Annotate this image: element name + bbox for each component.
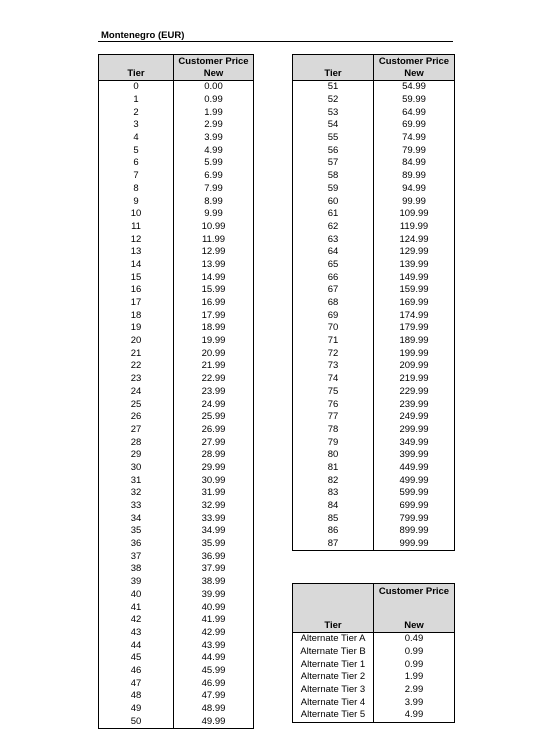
- price-cell: 8.99: [174, 195, 254, 208]
- table-row: [293, 322, 455, 335]
- tier-cell: Alternate Tier B: [293, 646, 374, 659]
- tier-cell: 33: [99, 500, 174, 513]
- price-cell: 64.99: [374, 106, 455, 119]
- table-row: [293, 271, 455, 284]
- table-row: [99, 144, 254, 157]
- price-cell: 999.99: [374, 538, 455, 551]
- table-row: [99, 132, 254, 145]
- table-row: [99, 106, 254, 119]
- price-cell: 5.99: [174, 157, 254, 170]
- price-cell: 44.99: [174, 652, 254, 665]
- tier-cell: 69: [293, 309, 374, 322]
- table-row: [293, 309, 455, 322]
- price-cell: 0.99: [374, 658, 455, 671]
- tier-cell: 70: [293, 322, 374, 335]
- table-row: [99, 233, 254, 246]
- price-cell: 3.99: [174, 132, 254, 145]
- tier-cell: 42: [99, 614, 174, 627]
- price-cell: 229.99: [374, 386, 455, 399]
- tier-cell: 21: [99, 347, 174, 360]
- table-row: [293, 487, 455, 500]
- table-row: [293, 183, 455, 196]
- table-row: [293, 94, 455, 107]
- tier-cell: 3: [99, 119, 174, 132]
- price-cell: 399.99: [374, 449, 455, 462]
- price-cell: 16.99: [174, 297, 254, 310]
- price-cell: 74.99: [374, 132, 455, 145]
- tier-cell: 30: [99, 462, 174, 475]
- price-cell: 17.99: [174, 309, 254, 322]
- table-row: [99, 652, 254, 665]
- price-cell: 179.99: [374, 322, 455, 335]
- tier-cell: 87: [293, 538, 374, 551]
- price-cell: 9.99: [174, 208, 254, 221]
- tier-cell: 32: [99, 487, 174, 500]
- tier-cell: 84: [293, 500, 374, 513]
- tier-cell: 41: [99, 601, 174, 614]
- price-cell: 199.99: [374, 347, 455, 360]
- table-row: [293, 671, 455, 684]
- price-cell: 349.99: [374, 436, 455, 449]
- tier-cell: 36: [99, 538, 174, 551]
- tier-cell: 14: [99, 259, 174, 272]
- tier-cell: 43: [99, 627, 174, 640]
- table-row: [99, 601, 254, 614]
- title-underline: [98, 41, 453, 42]
- table-row: [293, 373, 455, 386]
- table-row: [293, 709, 455, 722]
- tier-cell: 9: [99, 195, 174, 208]
- table-row: [293, 633, 455, 646]
- price-cell: 48.99: [174, 703, 254, 716]
- price-cell: 1.99: [374, 671, 455, 684]
- tier-cell: 28: [99, 436, 174, 449]
- price-cell: 6.99: [174, 170, 254, 183]
- tier-cell: 56: [293, 144, 374, 157]
- price-cell: 599.99: [374, 487, 455, 500]
- price-cell: 0.99: [374, 646, 455, 659]
- price-cell: 24.99: [174, 398, 254, 411]
- tier-cell: 34: [99, 512, 174, 525]
- price-cell: 2.99: [374, 684, 455, 697]
- price-cell: 28.99: [174, 449, 254, 462]
- table-row: [293, 411, 455, 424]
- tier-cell: Alternate Tier 3: [293, 684, 374, 697]
- table-row: [99, 576, 254, 589]
- tier-cell: 2: [99, 106, 174, 119]
- table-row: [99, 271, 254, 284]
- price-cell: 0.49: [374, 633, 455, 646]
- table-row: [99, 424, 254, 437]
- table-row: [99, 246, 254, 259]
- price-cell: 31.99: [174, 487, 254, 500]
- tier-cell: 15: [99, 271, 174, 284]
- table-row: [99, 703, 254, 716]
- table-row: [99, 259, 254, 272]
- price-cell: 20.99: [174, 347, 254, 360]
- price-cell: 13.99: [174, 259, 254, 272]
- table-row: [293, 335, 455, 348]
- tier-cell: 63: [293, 233, 374, 246]
- tier-cell: 66: [293, 271, 374, 284]
- tier-cell: 29: [99, 449, 174, 462]
- price-cell: 18.99: [174, 322, 254, 335]
- price-cell: 79.99: [374, 144, 455, 157]
- table-row: [99, 221, 254, 234]
- price-tier-table-left: [98, 54, 254, 729]
- table-row: [293, 157, 455, 170]
- table-row: [99, 208, 254, 221]
- tier-cell: 71: [293, 335, 374, 348]
- table-row: [99, 462, 254, 475]
- table-row: [99, 449, 254, 462]
- table-row: [99, 474, 254, 487]
- table-row: [293, 360, 455, 373]
- table-row: [293, 500, 455, 513]
- table-row: [99, 81, 254, 94]
- price-cell: 3.99: [374, 696, 455, 709]
- price-cell: 11.99: [174, 233, 254, 246]
- tier-cell: 85: [293, 512, 374, 525]
- price-cell: 139.99: [374, 259, 455, 272]
- page-title: Montenegro (EUR): [101, 30, 185, 41]
- table-row: [293, 119, 455, 132]
- tier-cell: 24: [99, 386, 174, 399]
- tier-column-header: Tier: [99, 55, 174, 81]
- table-row: [293, 646, 455, 659]
- table-row: [293, 512, 455, 525]
- tier-cell: 78: [293, 424, 374, 437]
- customer-price-column-header: Customer Price New: [174, 55, 254, 81]
- table-row: [293, 525, 455, 538]
- table-row: [99, 639, 254, 652]
- price-cell: 27.99: [174, 436, 254, 449]
- tier-cell: 80: [293, 449, 374, 462]
- table-row: [293, 195, 455, 208]
- price-cell: 30.99: [174, 474, 254, 487]
- price-cell: 36.99: [174, 550, 254, 563]
- price-cell: 189.99: [374, 335, 455, 348]
- tier-cell: 58: [293, 170, 374, 183]
- table-row: [99, 538, 254, 551]
- tier-column-header: Tier: [293, 584, 374, 633]
- tier-cell: 68: [293, 297, 374, 310]
- table-row: [99, 677, 254, 690]
- tier-cell: 54: [293, 119, 374, 132]
- table-row: [99, 411, 254, 424]
- price-cell: 19.99: [174, 335, 254, 348]
- table-row: [99, 297, 254, 310]
- price-cell: 159.99: [374, 284, 455, 297]
- tier-cell: 10: [99, 208, 174, 221]
- table-row: [293, 449, 455, 462]
- tier-cell: 77: [293, 411, 374, 424]
- price-cell: 799.99: [374, 512, 455, 525]
- tier-cell: 44: [99, 639, 174, 652]
- tier-cell: Alternate Tier 1: [293, 658, 374, 671]
- price-cell: 22.99: [174, 373, 254, 386]
- price-cell: 109.99: [374, 208, 455, 221]
- tier-cell: Alternate Tier 2: [293, 671, 374, 684]
- tier-cell: 26: [99, 411, 174, 424]
- price-cell: 29.99: [174, 462, 254, 475]
- price-cell: 32.99: [174, 500, 254, 513]
- price-cell: 26.99: [174, 424, 254, 437]
- table-row: [293, 284, 455, 297]
- table-row: [293, 106, 455, 119]
- tier-cell: 81: [293, 462, 374, 475]
- table-row: [99, 183, 254, 196]
- table-row: [293, 658, 455, 671]
- price-cell: 149.99: [374, 271, 455, 284]
- tier-cell: 19: [99, 322, 174, 335]
- tier-cell: 62: [293, 221, 374, 234]
- tier-cell: 8: [99, 183, 174, 196]
- table-row: [293, 81, 455, 94]
- table-row: [293, 398, 455, 411]
- table-row: [293, 132, 455, 145]
- price-tier-table-right: [292, 54, 455, 551]
- table-row: [293, 436, 455, 449]
- tier-cell: 55: [293, 132, 374, 145]
- tier-cell: 37: [99, 550, 174, 563]
- tier-cell: 47: [99, 677, 174, 690]
- tier-cell: 67: [293, 284, 374, 297]
- price-cell: 0.00: [174, 81, 254, 94]
- price-cell: 169.99: [374, 297, 455, 310]
- price-cell: 124.99: [374, 233, 455, 246]
- price-cell: 249.99: [374, 411, 455, 424]
- table-row: [99, 614, 254, 627]
- table-row: [99, 373, 254, 386]
- table-row: [99, 627, 254, 640]
- tier-cell: 45: [99, 652, 174, 665]
- tier-cell: 16: [99, 284, 174, 297]
- price-cell: 23.99: [174, 386, 254, 399]
- price-cell: 209.99: [374, 360, 455, 373]
- price-cell: 99.99: [374, 195, 455, 208]
- table-row: [293, 208, 455, 221]
- tier-cell: 23: [99, 373, 174, 386]
- table-row: [293, 144, 455, 157]
- tier-cell: 5: [99, 144, 174, 157]
- tier-cell: Alternate Tier A: [293, 633, 374, 646]
- tier-cell: Alternate Tier 4: [293, 696, 374, 709]
- table-row: [293, 347, 455, 360]
- price-cell: 0.99: [174, 94, 254, 107]
- tier-cell: 86: [293, 525, 374, 538]
- price-cell: 43.99: [174, 639, 254, 652]
- price-cell: 59.99: [374, 94, 455, 107]
- tier-cell: 17: [99, 297, 174, 310]
- tier-cell: 4: [99, 132, 174, 145]
- price-cell: 21.99: [174, 360, 254, 373]
- table-row: [293, 386, 455, 399]
- price-cell: 89.99: [374, 170, 455, 183]
- tier-cell: 83: [293, 487, 374, 500]
- tier-cell: 48: [99, 690, 174, 703]
- tier-cell: 13: [99, 246, 174, 259]
- price-cell: 10.99: [174, 221, 254, 234]
- tier-cell: 49: [99, 703, 174, 716]
- price-cell: 69.99: [374, 119, 455, 132]
- price-cell: 40.99: [174, 601, 254, 614]
- customer-price-column-header: Customer Price New: [374, 584, 455, 633]
- price-cell: 449.99: [374, 462, 455, 475]
- tier-cell: 18: [99, 309, 174, 322]
- table-row: [293, 297, 455, 310]
- table-row: [99, 436, 254, 449]
- price-cell: 699.99: [374, 500, 455, 513]
- price-cell: 35.99: [174, 538, 254, 551]
- price-cell: 4.99: [374, 709, 455, 722]
- price-cell: 4.99: [174, 144, 254, 157]
- table-row: [99, 487, 254, 500]
- table-row: [293, 684, 455, 697]
- price-cell: 38.99: [174, 576, 254, 589]
- tier-cell: 20: [99, 335, 174, 348]
- price-cell: 47.99: [174, 690, 254, 703]
- table-row: [293, 424, 455, 437]
- price-cell: 34.99: [174, 525, 254, 538]
- tier-cell: 74: [293, 373, 374, 386]
- price-cell: 84.99: [374, 157, 455, 170]
- table-row: [99, 195, 254, 208]
- tier-cell: 57: [293, 157, 374, 170]
- price-cell: 42.99: [174, 627, 254, 640]
- price-cell: 94.99: [374, 183, 455, 196]
- tier-cell: 52: [293, 94, 374, 107]
- price-cell: 174.99: [374, 309, 455, 322]
- price-cell: 1.99: [174, 106, 254, 119]
- table-row: [99, 589, 254, 602]
- table-row: [293, 462, 455, 475]
- table-row: [293, 538, 455, 551]
- tier-cell: 12: [99, 233, 174, 246]
- price-cell: 45.99: [174, 665, 254, 678]
- tier-cell: 1: [99, 94, 174, 107]
- table-row: [99, 512, 254, 525]
- tier-cell: 11: [99, 221, 174, 234]
- table-row: [293, 259, 455, 272]
- tier-cell: 65: [293, 259, 374, 272]
- table-row: [99, 360, 254, 373]
- tier-cell: 72: [293, 347, 374, 360]
- table-row: [99, 665, 254, 678]
- price-cell: 499.99: [374, 474, 455, 487]
- price-cell: 299.99: [374, 424, 455, 437]
- table-row: [293, 233, 455, 246]
- alternate-tier-table: [292, 583, 455, 723]
- tier-cell: 82: [293, 474, 374, 487]
- price-cell: 219.99: [374, 373, 455, 386]
- price-cell: 15.99: [174, 284, 254, 297]
- price-cell: 239.99: [374, 398, 455, 411]
- tier-cell: 51: [293, 81, 374, 94]
- tier-cell: 79: [293, 436, 374, 449]
- table-row: [99, 170, 254, 183]
- price-cell: 14.99: [174, 271, 254, 284]
- table-row: [99, 500, 254, 513]
- tier-cell: 61: [293, 208, 374, 221]
- tier-column-header: Tier: [293, 55, 374, 81]
- table-row: [99, 550, 254, 563]
- tier-cell: 27: [99, 424, 174, 437]
- price-cell: 54.99: [374, 81, 455, 94]
- table-row: [99, 119, 254, 132]
- tier-cell: 73: [293, 360, 374, 373]
- tier-cell: 64: [293, 246, 374, 259]
- price-cell: 41.99: [174, 614, 254, 627]
- tier-cell: 75: [293, 386, 374, 399]
- price-cell: 119.99: [374, 221, 455, 234]
- table-row: [293, 170, 455, 183]
- price-cell: 899.99: [374, 525, 455, 538]
- table-row: [99, 715, 254, 728]
- tier-cell: 38: [99, 563, 174, 576]
- table-row: [99, 94, 254, 107]
- price-cell: 39.99: [174, 589, 254, 602]
- tier-cell: 35: [99, 525, 174, 538]
- table-row: [99, 335, 254, 348]
- price-cell: 49.99: [174, 715, 254, 728]
- price-cell: 2.99: [174, 119, 254, 132]
- price-cell: 12.99: [174, 246, 254, 259]
- tier-cell: 76: [293, 398, 374, 411]
- tier-cell: 6: [99, 157, 174, 170]
- tier-cell: 60: [293, 195, 374, 208]
- table-row: [99, 386, 254, 399]
- price-cell: 37.99: [174, 563, 254, 576]
- table-row: [99, 157, 254, 170]
- tier-cell: 50: [99, 715, 174, 728]
- price-cell: 7.99: [174, 183, 254, 196]
- tier-cell: 31: [99, 474, 174, 487]
- tier-cell: 53: [293, 106, 374, 119]
- table-row: [99, 563, 254, 576]
- table-row: [99, 525, 254, 538]
- tier-cell: 7: [99, 170, 174, 183]
- table-row: [99, 309, 254, 322]
- customer-price-column-header: Customer Price New: [374, 55, 455, 81]
- price-cell: 129.99: [374, 246, 455, 259]
- tier-cell: Alternate Tier 5: [293, 709, 374, 722]
- table-row: [99, 322, 254, 335]
- table-row: [99, 690, 254, 703]
- tier-cell: 0: [99, 81, 174, 94]
- table-row: [293, 474, 455, 487]
- price-cell: 46.99: [174, 677, 254, 690]
- table-row: [99, 284, 254, 297]
- price-cell: 33.99: [174, 512, 254, 525]
- tier-cell: 39: [99, 576, 174, 589]
- table-row: [293, 221, 455, 234]
- table-row: [99, 398, 254, 411]
- tier-cell: 40: [99, 589, 174, 602]
- price-cell: 25.99: [174, 411, 254, 424]
- tier-cell: 22: [99, 360, 174, 373]
- tier-cell: 25: [99, 398, 174, 411]
- tier-cell: 46: [99, 665, 174, 678]
- table-row: [293, 696, 455, 709]
- tier-cell: 59: [293, 183, 374, 196]
- table-row: [99, 347, 254, 360]
- table-row: [293, 246, 455, 259]
